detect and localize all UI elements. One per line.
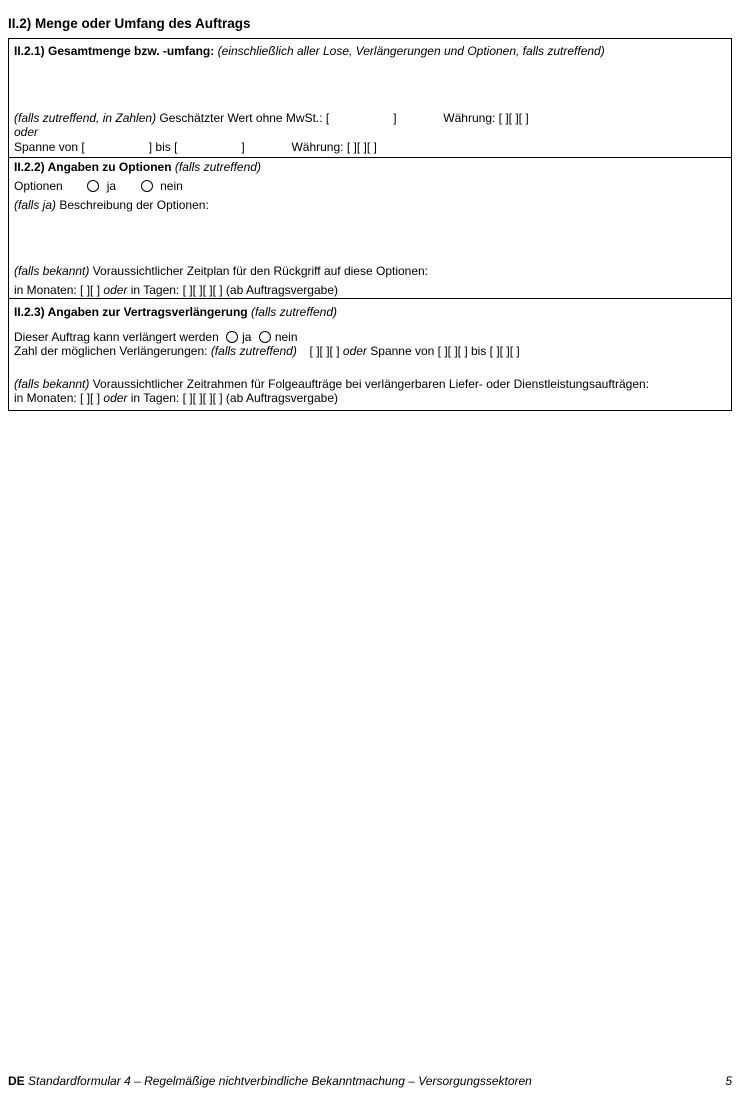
section-options (9, 158, 731, 299)
footer-lang: DE (8, 1074, 25, 1088)
range-close: ] (241, 140, 245, 154)
options-ja-radio[interactable] (87, 180, 99, 192)
estimated-value-prefix: (falls zutreffend, in Zahlen) (14, 111, 157, 125)
estimated-value-line (14, 111, 529, 125)
followup-label: Voraussichtlicher Zeitrahmen für Folgeaufträge bei verlängerbaren Liefer- oder Dienstleistungsaufträgen: (92, 377, 650, 391)
options-ja-label: ja (106, 179, 117, 193)
total-quantity-title-line (14, 44, 605, 58)
range-currency-field[interactable]: Währung: [ ][ ][ ] (291, 140, 377, 154)
options-desc-prefix: (falls ja) (14, 198, 57, 212)
renewal-oder-label: oder (342, 344, 367, 358)
page-number: 5 (725, 1074, 732, 1088)
options-title-note: (falls zutreffend) (174, 160, 261, 174)
options-desc-label: Beschreibung der Optionen: (59, 198, 209, 212)
range-bis-label: ] bis [ (148, 140, 178, 154)
section-renewal (9, 299, 731, 411)
options-nein-radio[interactable] (141, 180, 153, 192)
options-schedule-line (14, 264, 428, 278)
section-total-quantity (9, 39, 731, 158)
range-from-label: Spanne von [ (14, 140, 85, 154)
estimated-value-label: Geschätzter Wert ohne MwSt.: [ (159, 111, 330, 125)
followup-oder-label: oder (103, 391, 128, 405)
options-duration-line (14, 283, 338, 297)
renewal-radio-line (14, 330, 298, 344)
renewal-count-label: Zahl der möglichen Verlängerungen: (14, 344, 208, 358)
renewal-label: Dieser Auftrag kann verlängert werden (14, 330, 219, 344)
renewal-nein-label: nein (274, 330, 298, 344)
options-desc-line (14, 198, 209, 212)
section-heading: II.2) Menge oder Umfang des Auftrags (8, 16, 251, 31)
renewal-title-note: (falls zutreffend) (250, 305, 338, 319)
options-title-line (14, 160, 261, 174)
oder-label: oder (14, 125, 39, 139)
renewal-count-field[interactable]: [ ][ ][ ] (309, 344, 340, 358)
options-schedule-label: Voraussichtlicher Zeitplan für den Rückgriff auf diese Optionen: (92, 264, 429, 278)
renewal-title-line (14, 305, 337, 319)
range-line (14, 140, 377, 154)
options-title: II.2.2) Angaben zu Optionen (14, 160, 172, 174)
followup-days-field[interactable]: in Tagen: [ ][ ][ ][ ] (ab Auftragsvergabe) (130, 391, 338, 405)
form-box (8, 38, 732, 411)
followup-duration-line (14, 391, 338, 405)
renewal-ja-label: ja (242, 330, 252, 344)
renewal-title: II.2.3) Angaben zur Vertragsverlängerung (14, 305, 248, 319)
renewal-count-line (14, 344, 520, 358)
followup-prefix: (falls bekannt) (14, 377, 90, 391)
options-oder-label: oder (103, 283, 128, 297)
options-days-field[interactable]: in Tagen: [ ][ ][ ][ ] (ab Auftragsvergabe) (130, 283, 338, 297)
renewal-nein-radio[interactable] (259, 331, 271, 343)
followup-months-field[interactable]: in Monaten: [ ][ ] (14, 391, 101, 405)
options-label: Optionen (14, 179, 63, 193)
followup-line (14, 377, 649, 391)
renewal-count-note: (falls zutreffend) (210, 344, 297, 358)
options-radio-line (14, 179, 183, 193)
options-months-field[interactable]: in Monaten: [ ][ ] (14, 283, 101, 297)
renewal-ja-radio[interactable] (226, 331, 238, 343)
footer-title: Standardformular 4 – Regelmäßige nichtverbindliche Bekanntmachung – Versorgungssektoren (28, 1074, 532, 1088)
options-schedule-prefix: (falls bekannt) (14, 264, 90, 278)
estimated-value-close: ] (393, 111, 397, 125)
renewal-span-field[interactable]: Spanne von [ ][ ][ ] bis [ ][ ][ ] (370, 344, 520, 358)
options-nein-label: nein (160, 179, 183, 193)
currency-field[interactable]: Währung: [ ][ ][ ] (443, 111, 529, 125)
page-footer (8, 1074, 732, 1088)
total-quantity-note: (einschließlich aller Lose, Verlängerungen und Optionen, falls zutreffend) (217, 44, 605, 58)
total-quantity-title: II.2.1) Gesamtmenge bzw. -umfang: (14, 44, 215, 58)
